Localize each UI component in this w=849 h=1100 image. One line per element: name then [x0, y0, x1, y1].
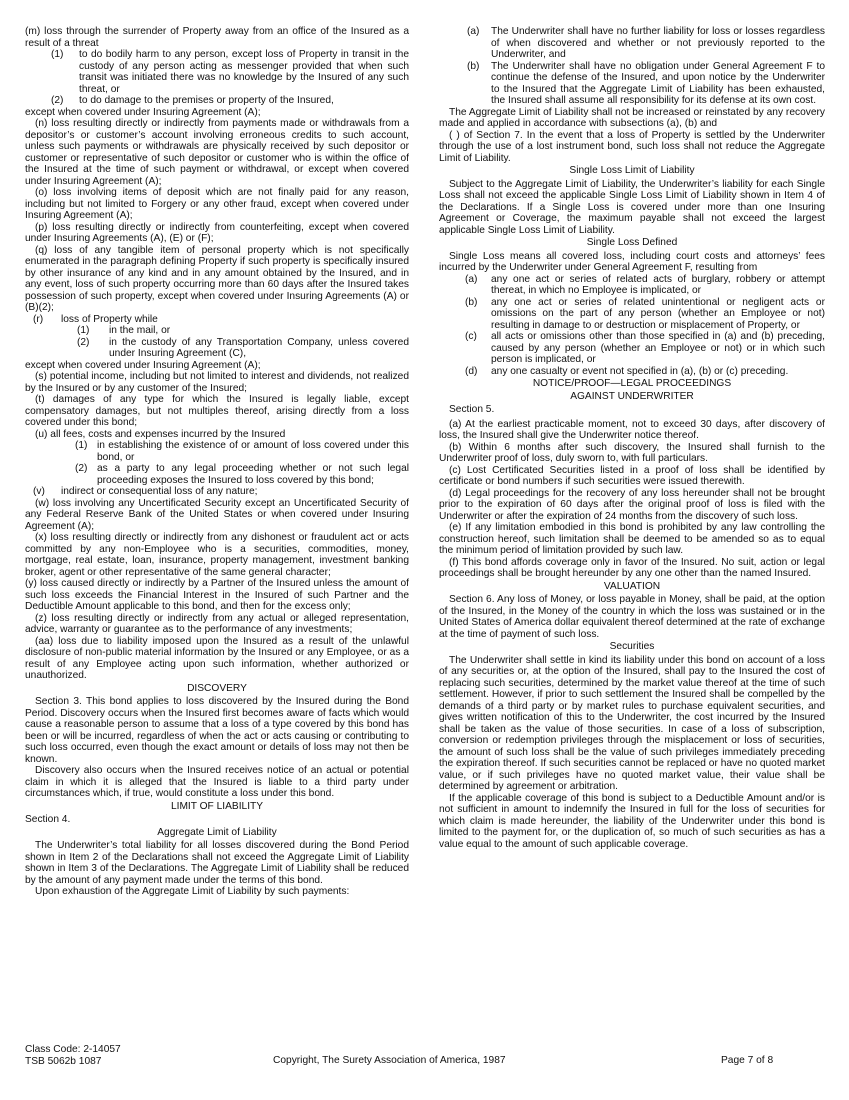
exclusion-y: (y) loss caused directly or indirectly by a Partner of the Insured unless the amount of such loss exceeds the Financial Interest in the Insured of such Partner and the Deductible Amount applicable to this bond, and then for the excess only; [25, 578, 409, 612]
class-code: Class Code: 2-14057 [25, 1044, 121, 1055]
exclusion-s: (s) potential income, including but not limited to interest and dividends, not realized by the Insured or by any customer of the Insured; [25, 371, 409, 394]
item-text: as a party to any legal proceeding whether or not such legal proceeding exposes the Insured to loss covered by this bond; [97, 463, 409, 486]
exclusion-m-intro: (m) loss through the surrender of Property away from an office of the Insured as a result of a threat [25, 26, 409, 49]
section-5-e: (e) If any limitation embodied in this bond is prohibited by any law controlling the construction hereof, such limitation shall be deemed to be amended so as to equal the minimum period of limitation provided by such law. [439, 522, 825, 556]
exclusion-o: (o) loss involving items of deposit which are not finally paid for any reason, including but not limited to Forgery or any other fraud, except when covered under Insuring Agreement (A); [25, 187, 409, 221]
item-label: (2) [75, 463, 88, 474]
page-number: Page 7 of 8 [721, 1055, 774, 1066]
exclusion-w: (w) loss involving any Uncertificated Security except an Uncertificated Security of any Federal Reserve Bank of the United States or when covered under Insuring Agreement (A); [25, 497, 409, 532]
item-label: (1) [51, 49, 64, 60]
section-5-b: (b) Within 6 months after such discovery, the Insured shall furnish to the Underwriter proof of loss, duly sworn to, with full particulars. [439, 441, 825, 464]
item-text: to do bodily harm to any person, except loss of Property in transit in the custody of any person acting as messenger provided that when such transit was initiated there was no knowledge by the Insured of any such threat, or [79, 49, 409, 95]
exclusion-m-item-1 [25, 49, 409, 95]
item-text: in the custody of any Transportation Company, unless covered under Insuring Agreement (C), [109, 336, 409, 359]
item-text: in establishing the existence of or amount of loss covered under this bond, or [97, 440, 409, 463]
exclusion-q: (q) loss of any tangible item of personal property which is not specifically enumerated in the paragraph defining Property if such property is specifically insured by other insurance of any kind and in any amount obtained by the Insured, and in any event, loss of such property occurring more than 60 days after the Insured takes possession of such property, except when covered under Insuring Agreements (A) or (B)(2); [25, 244, 409, 313]
exclusion-r [25, 314, 409, 326]
aggregate-limit-heading: Aggregate Limit of Liability [157, 826, 277, 838]
item-label: (2) [77, 336, 90, 348]
section-5-f: (f) This bond affords coverage only in favor of the Insured. No suit, action or legal proceedings shall be brought hereunder by any one other than the named Insured. [439, 556, 825, 579]
exclusion-u-item-1 [25, 440, 409, 463]
section-5-d: (d) Legal proceedings for the recovery of any loss hereunder shall not be brought prior to the expiration of 60 days after the original proof of loss is filed with the Underwriter or after the expiration of 24 months from the discovery of such loss. [439, 487, 825, 522]
item-text: The Underwriter shall have no further liability for loss or losses regardless of when discovered and whether or not previously reported to the Underwriter, and [491, 26, 825, 60]
item-label: (v) [33, 486, 45, 497]
item-label: (2) [51, 95, 64, 106]
item-text: The Underwriter shall have no obligation under General Agreement F to continue the defense of the Insured, and upon notice by the Underwriter to the Insured that the Aggregate Limit of Liability has been exhausted, the Insured shall assume all responsibility for its defense at its own cost. [491, 60, 825, 106]
exclusion-p: (p) loss resulting directly or indirectly from counterfeiting, except when covered under Insuring Agreements (A), (E) or (F); [25, 221, 409, 244]
discovery-also-text: Discovery also occurs when the Insured receives notice of an actual or potential claim in which it is alleged that the Insured is liable to a third party under circumstances which, if true, would constitute a loss under this bond. [25, 765, 409, 799]
exclusion-m-item-2 [25, 95, 409, 107]
aggregate-limit-text: The Underwriter’s total liability for all losses discovered during the Bond Period shown in Item 2 of the Declarations shall not exceed the Aggregate Limit of Liability shown in Item 3 of the Declarations. The Aggregate Limit of Liability shall be reduced by the amount of any payment made under the terms of this bond. [25, 840, 409, 886]
section-5-c: (c) Lost Certificated Securities listed in a proof of loss shall be identified by certificate or bond numbers if such securities were issued therewith. [439, 464, 825, 487]
exclusion-r-close: except when covered under Insuring Agreement (A); [25, 359, 261, 371]
single-loss-limit-text: Subject to the Aggregate Limit of Liability, the Underwriter’s liability for each Single Loss shall not exceed the applicable Single Loss Limit of Liability shown in Item 4 of the Declarations. If a Single Loss is covered under more than one Insuring Agreement or Coverage, the maximum payable shall not exceed the largest applicable Single Loss Limit of Liability. [439, 178, 825, 236]
item-label: (c) [465, 331, 477, 342]
footer-codes [25, 1044, 121, 1067]
section-5-a: (a) At the earliest practicable moment, not to exceed 30 days, after discovery of loss, the Insured shall give the Underwriter notice thereof. [439, 418, 825, 441]
item-text: indirect or consequential loss of any nature; [61, 486, 258, 497]
exhaustion-item-b [439, 61, 825, 107]
section-6-text: Section 6. Any loss of Money, or loss payable in Money, shall be paid, at the option of the Insured, in the Money of the country in which the loss was sustained or in the United States of America dollar equivalent thereof determined at the rate of exchange at the time of payment of such loss. [439, 594, 825, 640]
single-loss-limit-heading: Single Loss Limit of Liability [569, 165, 695, 176]
item-label: (a) [465, 273, 478, 285]
exclusion-r-item-1 [25, 325, 409, 337]
single-loss-item-b [439, 297, 825, 332]
exclusion-v [25, 486, 409, 498]
single-loss-item-a [439, 274, 825, 297]
section-3-text: Section 3. This bond applies to loss discovered by the Insured during the Bond Period. Discovery occurs when the Insured first becomes aware of facts which would cause a reasonable person to assume that a loss of a type covered by this bond has been or will be incurred, regardless of when the act or acts causing or contributing to such loss occurred, even though the exact amount or details of loss may not then be known. [25, 696, 409, 765]
item-label: (b) [465, 296, 478, 308]
item-text: in the mail, or [109, 325, 171, 336]
exclusion-u-item-2 [25, 463, 409, 486]
exclusion-x: (x) loss resulting directly or indirectly from any dishonest or fraudulent act or acts committed by any non-Employee who is a securities, commodities, money, mortgage, real estate, loan, insurance, property management, investment banking broker, agent or other representative of the same general character; [25, 532, 409, 578]
discovery-heading: DISCOVERY [187, 682, 247, 694]
deductible-text: If the applicable coverage of this bond is subject to a Deductible Amount and/or is not sufficient in amount to indemnify the Insured in full for the loss of securities for which claim is made hereunder, the liability of the Underwriter under this bond is limited to the payment for, or the duplication of, so much of such securities as has a value equal to the amount of such applicable coverage. [439, 792, 825, 850]
item-text: any one act or series of related acts of burglary, robbery or attempt thereat, in which no Employee is implicated, or [491, 273, 825, 296]
item-text: to do damage to the premises or property of the Insured, [79, 95, 334, 106]
exhaustion-item-a [439, 26, 825, 61]
left-column [25, 26, 409, 898]
not-increased-text: The Aggregate Limit of Liability shall not be increased or reinstated by any recovery made and applied in accordance with subsections (a), (b) and [439, 106, 825, 129]
item-label: (a) [467, 26, 480, 37]
exclusion-n: (n) loss resulting directly or indirectly from payments made or withdrawals from a depositor’s or customer’s account involving erroneous credits to such account, unless such payments or withdrawals are physically received by such depositor or customer or representative of such depositor or customer who is within the office of the Insured at the time of such payment or withdrawal, or except when covered under Insuring Agreement (A); [25, 118, 409, 187]
single-loss-item-d [439, 366, 825, 378]
form-number: TSB 5062b 1087 [25, 1055, 102, 1067]
single-loss-defined-heading: Single Loss Defined [586, 237, 678, 248]
right-column [439, 26, 825, 850]
item-label: (d) [465, 365, 478, 377]
item-label: (1) [77, 325, 90, 336]
single-loss-defined-text: Single Loss means all covered loss, including court costs and attorneys’ fees incurred by the Underwriter under General Agreement F, resulting from [439, 250, 825, 273]
exclusion-m-close: except when covered under Insuring Agreement (A); [25, 106, 261, 118]
exclusion-u: (u) all fees, costs and expenses incurred by the Insured [35, 428, 286, 440]
section-4-label: Section 4. [25, 814, 71, 825]
section-5-label: Section 5. [449, 404, 495, 415]
item-text: loss of Property while [61, 313, 158, 325]
item-text: any one casualty or event not specified in (a), (b) or (c) preceding. [491, 365, 789, 377]
item-label: (b) [467, 60, 480, 72]
notice-heading-line-1: NOTICE/PROOF—LEGAL PROCEEDINGS [532, 378, 732, 389]
item-text: any one act or series of related unintentional or negligent acts or omissions on the part of any person (whether an Employee or not) resulting in damage to or destruction or misplacement of Property, or [491, 296, 825, 331]
copyright-notice: Copyright, The Surety Association of America, 1987 [273, 1055, 506, 1066]
limit-of-liability-heading: LIMIT OF LIABILITY [170, 800, 264, 812]
exclusion-t: (t) damages of any type for which the Insured is legally liable, except compensatory damages, but not multiples thereof, arising directly from a loss covered under this bond; [25, 394, 409, 428]
securities-text: The Underwriter shall settle in kind its liability under this bond on account of a loss of any securities or, at the option of the Insured, shall pay to the Insured the cost of replacing such securities, determined by the market value thereof at the time of such settlement. However, if prior to such settlement the Insured shall be compelled by the demands of a third party or by market rules to purchase equivalent securities, and gives written notification of this to the Underwriter, the cost incurred by the Insured shall be taken as the value of those securities. In case of a loss of subscription, conversion or redemption privileges through the misplacement or loss of securities, the amount of such loss shall be the value of such privileges immediately preceding the expiration thereof. If such securities cannot be replaced or have no quoted market value, or if such privileges have no quoted market value, their value shall be determined by agreement or arbitration. [439, 654, 825, 792]
exclusion-r-item-2 [25, 337, 409, 360]
lost-instrument-text: ( ) of Section 7. In the event that a loss of Property is settled by the Underwriter through the use of a lost instrument bond, such loss shall not reduce the Aggregate Limit of Liability. [439, 129, 825, 164]
single-loss-item-c [439, 331, 825, 366]
upon-exhaustion-text: Upon exhaustion of the Aggregate Limit of Liability by such payments: [35, 886, 350, 897]
exclusion-aa: (aa) loss due to liability imposed upon the Insured as a result of the unlawful disclosure of non-public material information by the Insured or any Employee, or as a result of any Employee acting upon such information, whether authorized or unauthorized. [25, 635, 409, 681]
item-text: all acts or omissions other than those specified in (a) and (b) preceding, caused by any person (whether an Employee or not) or in which such person is implicated, or [491, 331, 825, 365]
exclusion-z: (z) loss resulting directly or indirectly from any actual or alleged representation, advice, warranty or guarantee as to the performance of any investments; [25, 612, 409, 635]
securities-heading: Securities [609, 641, 655, 652]
valuation-heading: VALUATION [603, 580, 661, 592]
item-label: (r) [33, 313, 44, 325]
notice-heading-line-2: AGAINST UNDERWRITER [570, 390, 694, 402]
item-label: (1) [75, 440, 88, 451]
